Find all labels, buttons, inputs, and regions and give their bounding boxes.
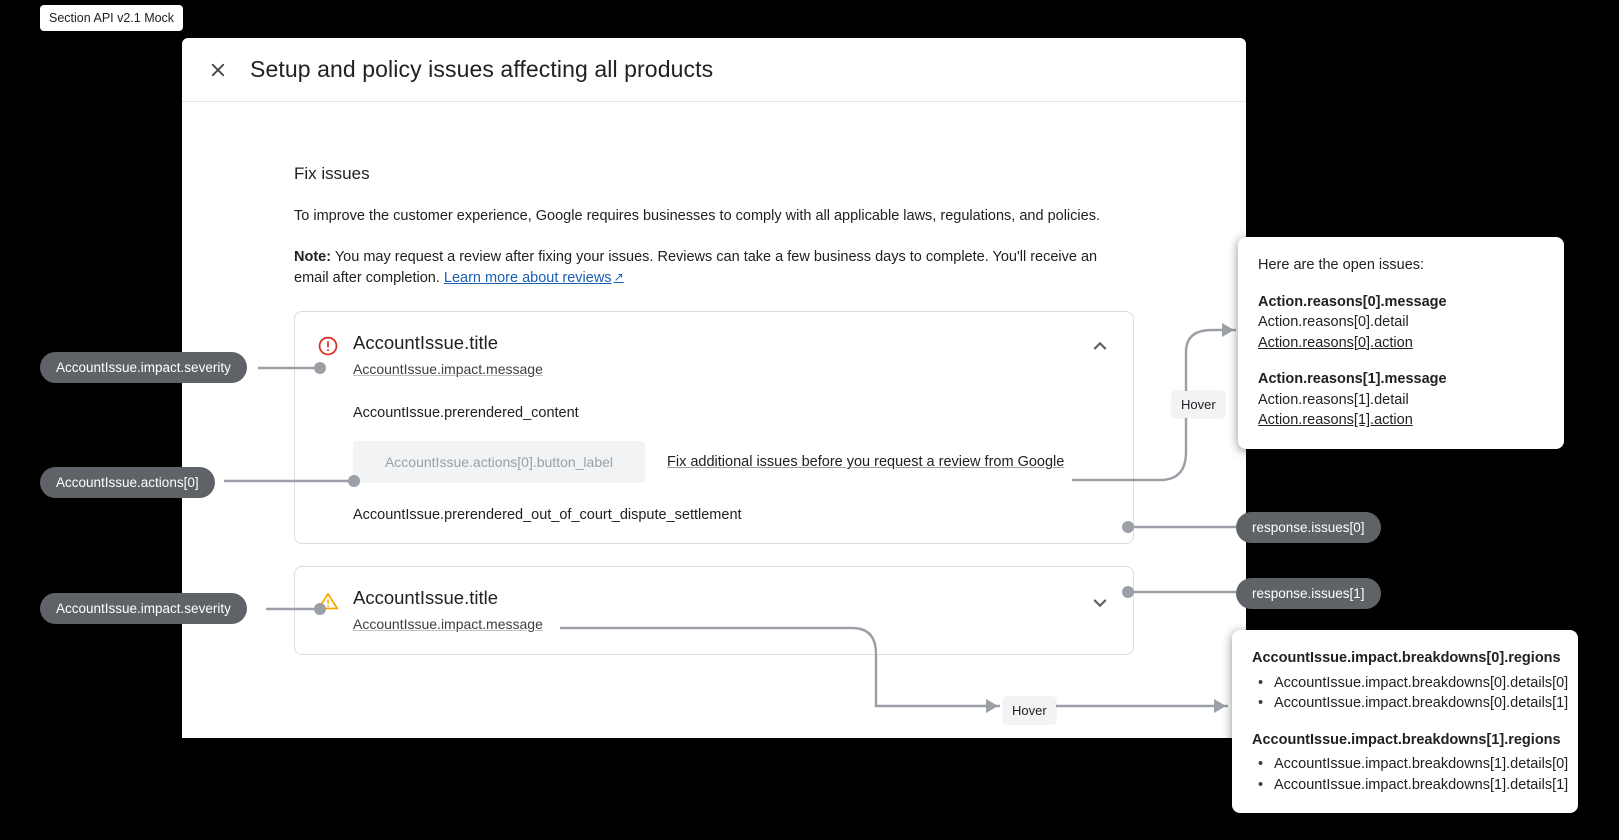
issue-card-1-message[interactable]: AccountIssue.impact.message xyxy=(353,616,543,633)
issues-dialog xyxy=(182,38,1246,738)
breakdown-1-detail-1: • AccountIssue.impact.breakdowns[1].details[1] xyxy=(1270,775,1558,796)
reason-0-message: Action.reasons[0].message xyxy=(1258,293,1447,310)
reason-0-detail: Action.reasons[0].detail xyxy=(1258,314,1409,331)
annotation-pill-response-issues-0: response.issues[0] xyxy=(1236,512,1381,543)
issue-action-button[interactable]: AccountIssue.actions[0].button_label xyxy=(353,441,645,483)
warning-triangle-icon xyxy=(317,590,339,612)
breakdown-0-regions: AccountIssue.impact.breakdowns[0].regions xyxy=(1252,650,1561,666)
breakdown-0-details xyxy=(1252,673,1569,714)
hover-chip-reasons[interactable]: Hover xyxy=(1172,391,1225,418)
issue-card-0-dispute-settlement: AccountIssue.prerendered_out_of_court_dispute_settlement xyxy=(353,507,742,524)
section-title: Fix issues xyxy=(294,164,370,183)
reason-1-message: Action.reasons[1].message xyxy=(1258,371,1447,388)
chevron-down-icon[interactable] xyxy=(1087,589,1113,615)
reason-1-detail: Action.reasons[1].detail xyxy=(1258,391,1409,408)
tooltip-open-issues-lead: Here are the open issues: xyxy=(1258,257,1425,273)
tooltip-impact-breakdowns xyxy=(1232,630,1578,813)
tooltip-breakdown-group-1 xyxy=(1252,730,1569,796)
issue-card-0 xyxy=(294,311,1134,544)
error-circle-icon xyxy=(317,335,339,357)
breakdown-0-detail-0: • AccountIssue.impact.breakdowns[0].details[0] xyxy=(1270,673,1558,694)
issue-card-0-head xyxy=(317,332,1111,379)
breakdown-0-detail-1: • AccountIssue.impact.breakdowns[0].details[1] xyxy=(1270,693,1558,714)
note-paragraph xyxy=(294,247,1124,289)
fix-additional-issues-link[interactable]: Fix additional issues before you request a review from Google xyxy=(667,454,1065,471)
dialog-header xyxy=(182,38,1246,102)
issue-card-0-prerendered-content: AccountIssue.prerendered_content xyxy=(353,405,579,422)
issue-card-1 xyxy=(294,566,1134,655)
reason-0-action[interactable]: Action.reasons[0].action xyxy=(1258,334,1413,351)
breakdown-1-detail-0: • AccountIssue.impact.breakdowns[1].details[0] xyxy=(1270,754,1558,775)
mock-version-badge: Section API v2.1 Mock xyxy=(40,5,183,31)
issue-card-1-title: AccountIssue.title xyxy=(353,587,498,609)
intro-paragraph: To improve the customer experience, Google requires businesses to comply with all applicable laws, regulations, and policies. xyxy=(294,208,1100,224)
annotation-pill-response-issues-1: response.issues[1] xyxy=(1236,578,1381,609)
tooltip-reason-group-0 xyxy=(1258,292,1544,354)
tooltip-open-issues xyxy=(1238,237,1564,449)
annotation-pill-actions-0: AccountIssue.actions[0] xyxy=(40,467,215,498)
dialog-body xyxy=(182,102,1246,655)
chevron-up-icon[interactable] xyxy=(1087,334,1113,360)
external-link-icon[interactable]: ↗ xyxy=(613,270,624,285)
issue-card-1-head xyxy=(317,587,1111,634)
page-title: Setup and policy issues affecting all products xyxy=(250,56,714,82)
annotation-pill-severity-0: AccountIssue.impact.severity xyxy=(40,352,247,383)
note-text: You may request a review after fixing your issues. Reviews can take a few business days to complete. You'll receive an email after completion. xyxy=(294,249,1098,287)
tooltip-breakdown-group-0 xyxy=(1252,648,1569,714)
issue-card-0-actions xyxy=(353,441,1111,483)
tooltip-reason-group-1 xyxy=(1258,369,1544,431)
note-label: Note: xyxy=(294,249,332,266)
annotation-pill-severity-1: AccountIssue.impact.severity xyxy=(40,593,247,624)
hover-chip-breakdowns[interactable]: Hover xyxy=(1003,697,1056,724)
issue-card-0-message[interactable]: AccountIssue.impact.message xyxy=(353,361,543,378)
issue-card-0-title: AccountIssue.title xyxy=(353,332,498,354)
reason-1-action[interactable]: Action.reasons[1].action xyxy=(1258,412,1413,429)
close-icon[interactable] xyxy=(204,56,232,84)
breakdown-1-regions: AccountIssue.impact.breakdowns[1].regions xyxy=(1252,731,1561,748)
learn-more-reviews-link[interactable]: Learn more about reviews xyxy=(443,270,612,287)
breakdown-1-details xyxy=(1252,754,1569,795)
